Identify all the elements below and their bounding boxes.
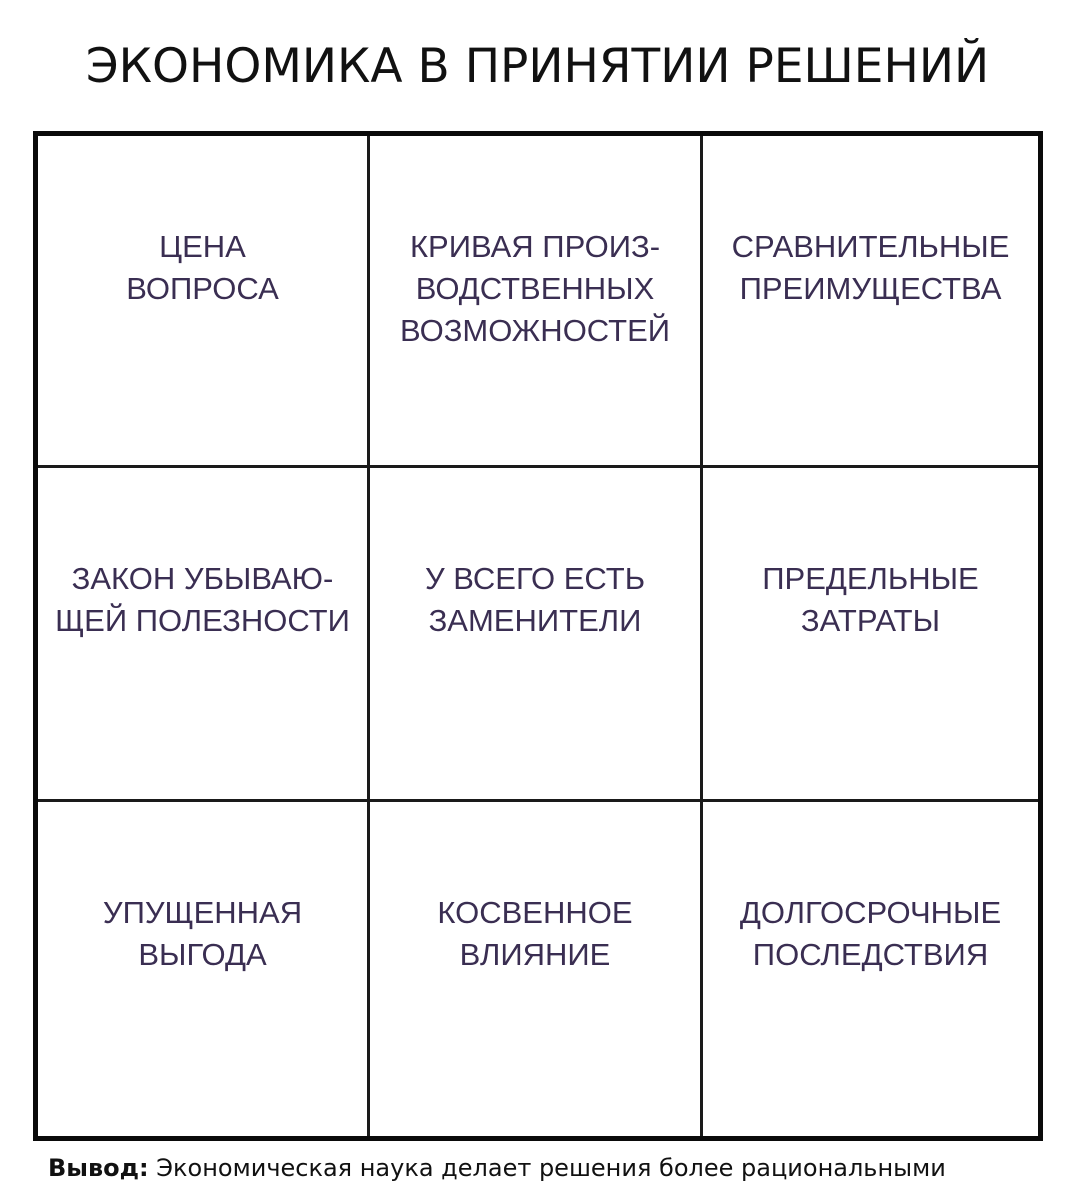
grid-cell-label: СРАВНИТЕЛЬНЫЕ ПРЕИМУЩЕСТВА bbox=[731, 229, 1010, 306]
grid-cell bbox=[370, 468, 703, 802]
page-title: ЭКОНОМИКА В ПРИНЯТИИ РЕШЕНИЙ bbox=[85, 39, 990, 94]
concept-grid bbox=[33, 131, 1043, 1141]
grid-cell bbox=[703, 802, 1038, 1136]
conclusion-label: Вывод: bbox=[48, 1154, 149, 1182]
conclusion-line bbox=[48, 1150, 1058, 1186]
grid-cell-label: У ВСЕГО ЕСТЬ ЗАМЕНИТЕЛИ bbox=[424, 561, 646, 638]
grid-cell bbox=[38, 136, 370, 468]
grid-cell-label: КОСВЕННОЕ ВЛИЯНИЕ bbox=[437, 895, 633, 972]
grid-cell bbox=[38, 468, 370, 802]
grid-cell bbox=[703, 468, 1038, 802]
grid-cell-label: ЗАКОН УБЫВАЮ- ЩЕЙ ПОЛЕЗНОСТИ bbox=[55, 561, 350, 638]
grid-cell bbox=[38, 802, 370, 1136]
grid-cell bbox=[370, 136, 703, 468]
grid-cell-label: КРИВАЯ ПРОИЗ- ВОДСТВЕННЫХ ВОЗМОЖНОСТЕЙ bbox=[399, 229, 671, 348]
grid-cell-label: ДОЛГОСРОЧНЫЕ ПОСЛЕДСТВИЯ bbox=[739, 895, 1002, 972]
grid-cell bbox=[703, 136, 1038, 468]
grid-cell-label: УПУЩЕННАЯ ВЫГОДА bbox=[102, 895, 303, 972]
grid-cell-label: ПРЕДЕЛЬНЫЕ ЗАТРАТЫ bbox=[762, 561, 979, 638]
grid-cell bbox=[370, 802, 703, 1136]
grid-cell-label: ЦЕНА ВОПРОСА bbox=[126, 229, 279, 306]
conclusion-text: Экономическая наука делает решения более рациональными bbox=[156, 1154, 946, 1182]
